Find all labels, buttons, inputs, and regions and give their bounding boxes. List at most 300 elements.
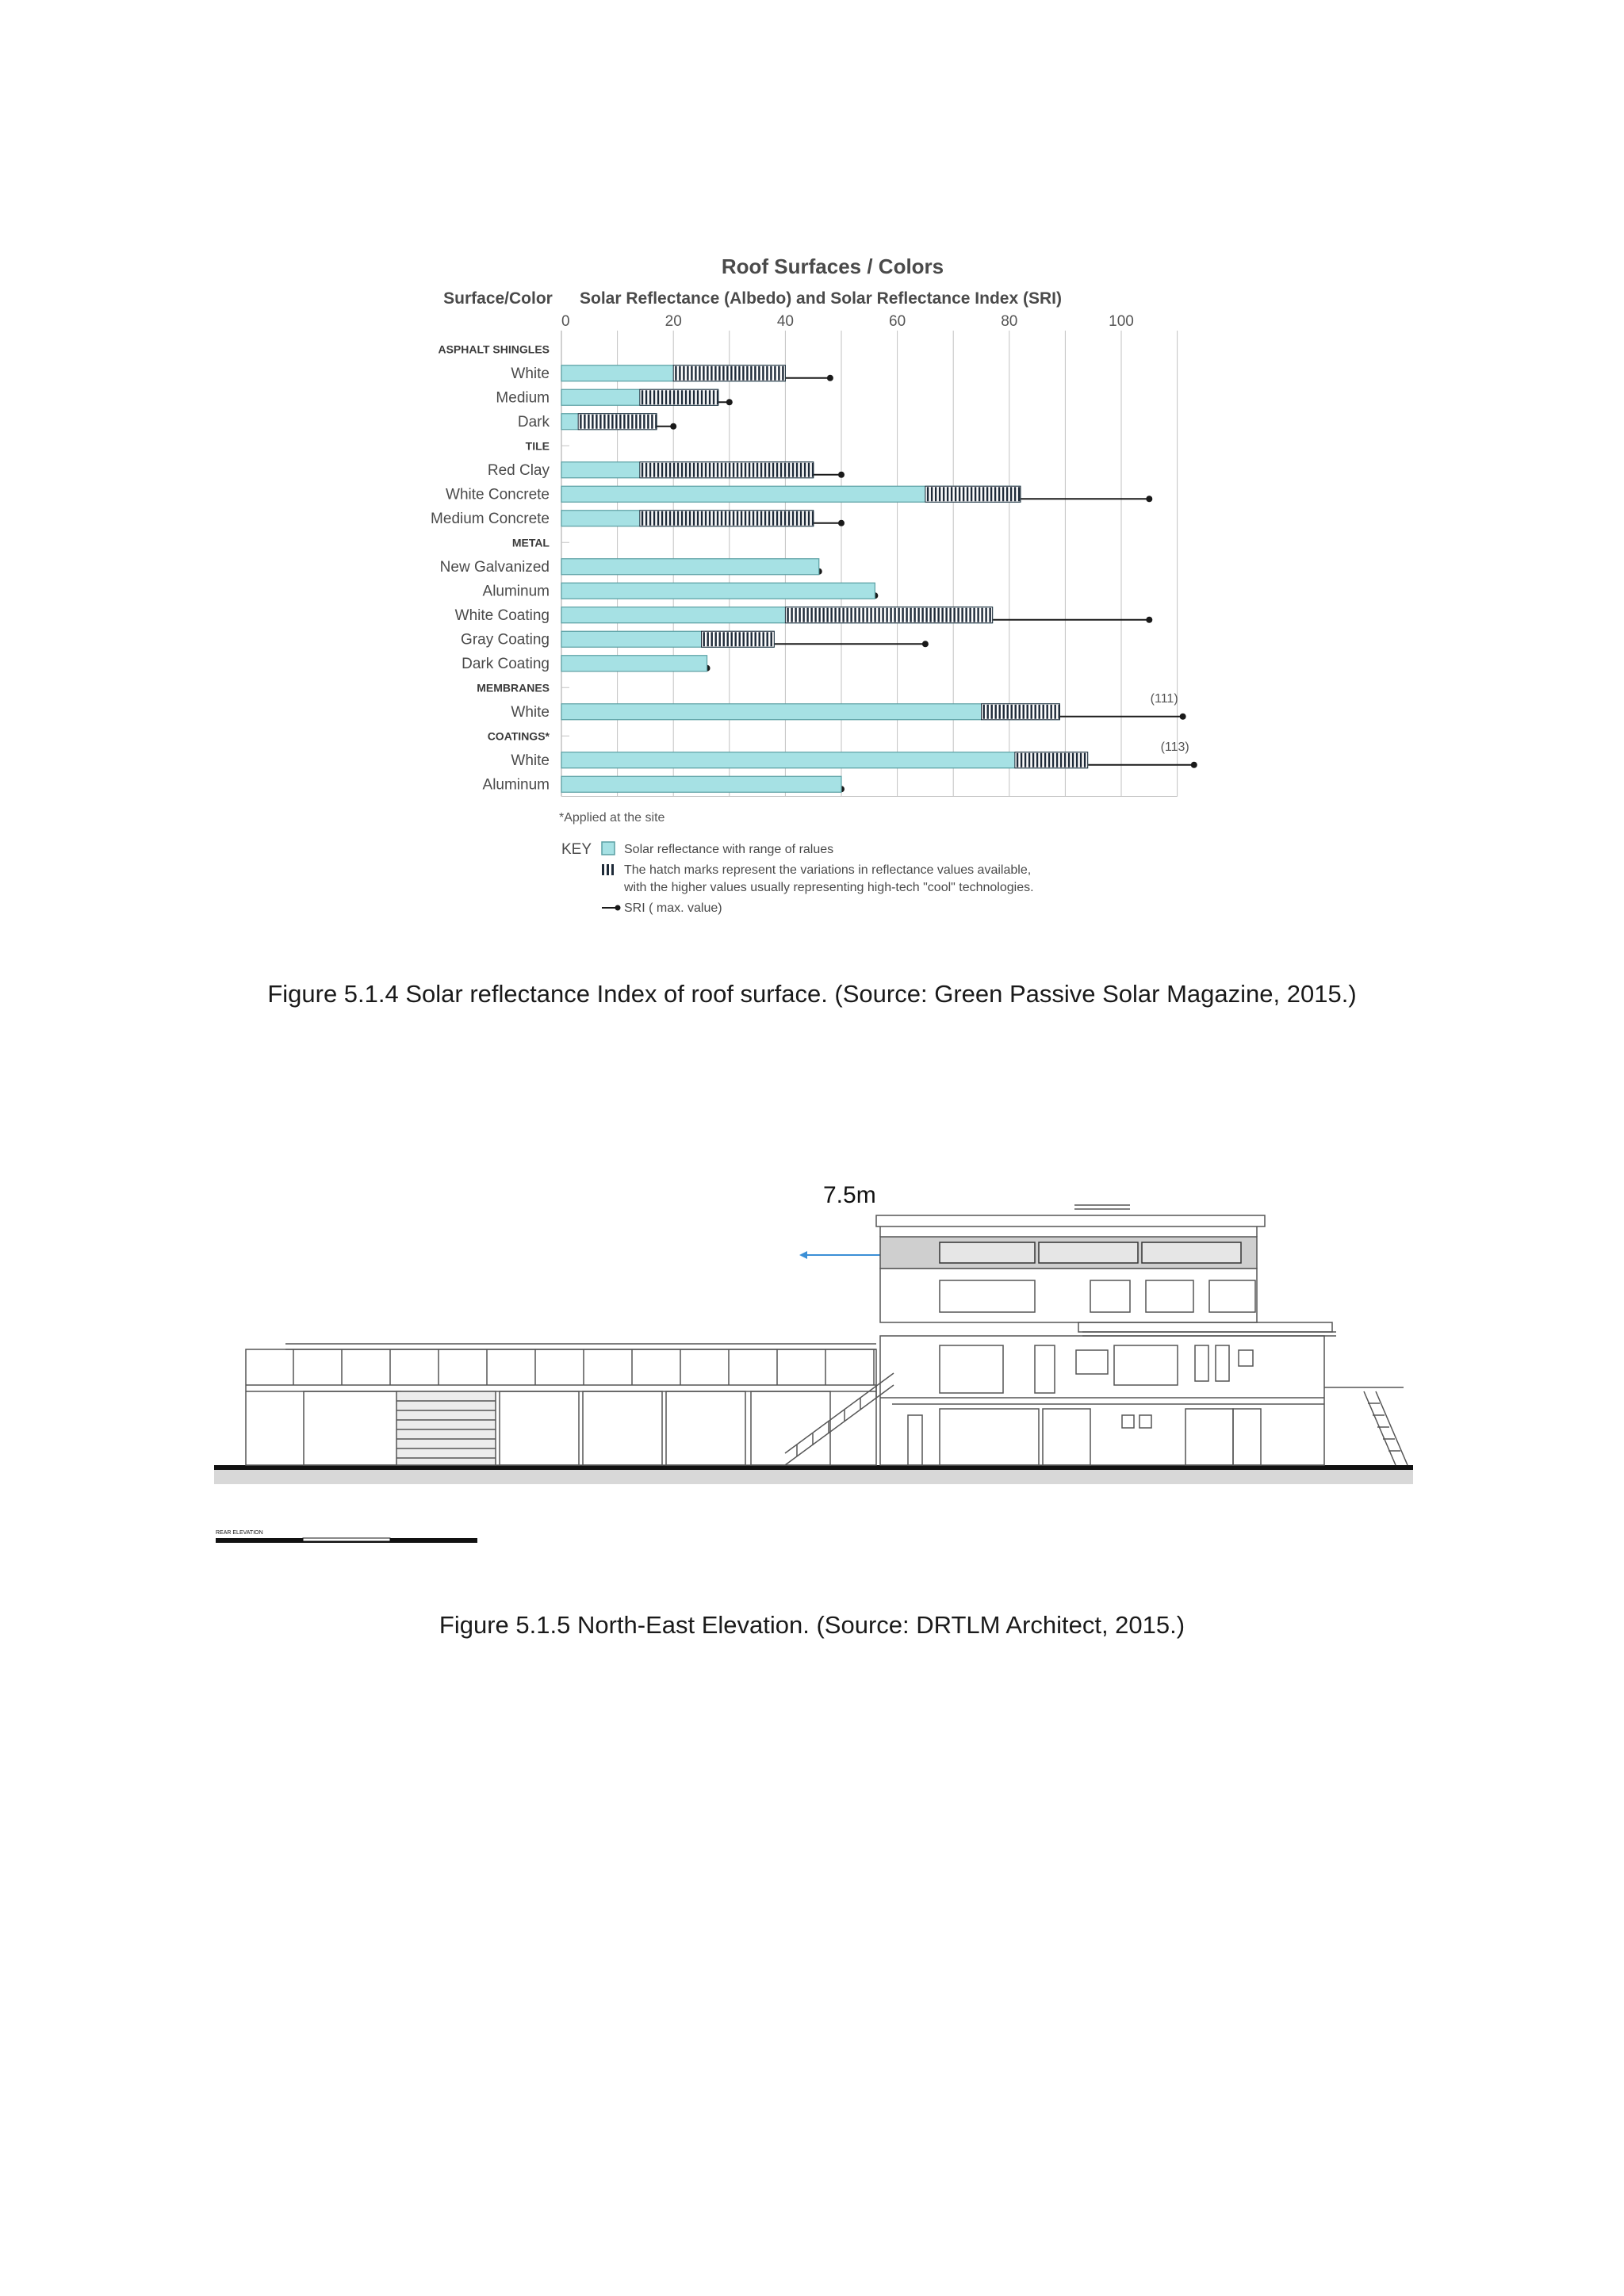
hatch-mark	[655, 415, 657, 429]
hatch-mark	[1076, 753, 1078, 767]
hatch-mark	[870, 608, 871, 622]
hatch-mark	[681, 463, 683, 477]
hatch-mark	[592, 415, 593, 429]
hatch-mark	[878, 608, 879, 622]
hatch-mark	[703, 632, 705, 646]
hatch-mark	[665, 511, 667, 526]
hatch-mark	[689, 390, 691, 404]
hatch-mark	[858, 608, 860, 622]
category-label: Red Clay	[487, 461, 550, 479]
hatch-mark	[955, 487, 956, 501]
hatch-mark	[705, 511, 707, 526]
hatch-mark	[699, 366, 700, 381]
hatch-mark	[1039, 705, 1040, 719]
hatch-mark	[1048, 753, 1050, 767]
hatch-mark	[645, 463, 647, 477]
hatch-mark	[727, 632, 729, 646]
reflectance-bar	[561, 559, 819, 575]
hatch-mark	[780, 511, 782, 526]
hatch-mark	[1060, 753, 1062, 767]
hatch-mark	[969, 608, 971, 622]
bar-layer	[561, 365, 1197, 793]
hatch-mark	[681, 390, 683, 404]
hatch-mark	[977, 608, 979, 622]
hatch-mark	[645, 511, 647, 526]
hatch-mark	[675, 366, 676, 381]
category-label: Aluminum	[482, 583, 550, 600]
hatch-mark	[990, 487, 992, 501]
hatch-mark	[653, 511, 655, 526]
hatch-mark	[929, 608, 931, 622]
hatch-mark	[772, 463, 774, 477]
tick-layer	[561, 313, 1134, 330]
hatch-mark	[730, 366, 732, 381]
hatch-mark	[866, 608, 868, 622]
hatch-mark	[994, 487, 996, 501]
hatch-mark	[808, 511, 810, 526]
hatch-mark	[989, 608, 990, 622]
hatch-mark	[822, 608, 824, 622]
hatch-mark	[1043, 705, 1044, 719]
hatch-mark	[718, 366, 720, 381]
hatch-mark	[925, 608, 927, 622]
hatch-mark	[756, 463, 758, 477]
hatch-mark	[665, 463, 667, 477]
hatch-mark	[615, 415, 617, 429]
hatch-mark	[753, 511, 754, 526]
tick-label: 0	[561, 313, 570, 330]
reflectance-bar	[561, 583, 875, 599]
hatch-mark	[729, 511, 730, 526]
hatch-mark	[768, 511, 770, 526]
hatch-mark	[830, 608, 832, 622]
upper-floor	[880, 1269, 1257, 1322]
key-hatch-text-1: The hatch marks represent the variations in reflectance values available,	[624, 863, 1032, 877]
hatch-mark	[741, 463, 742, 477]
key-title: KEY	[561, 841, 592, 858]
dimension-arrow	[799, 1251, 888, 1259]
hatch-mark	[607, 415, 609, 429]
category-label: White	[511, 703, 550, 721]
hatch-mark	[933, 608, 935, 622]
hatch-mark	[931, 487, 933, 501]
hatch-mark	[834, 608, 836, 622]
hatch-mark	[669, 511, 671, 526]
hatch-mark	[1018, 487, 1020, 501]
hatch-mark	[734, 366, 736, 381]
hatch-mark	[746, 366, 748, 381]
hatch-mark	[963, 487, 964, 501]
hatch-mark	[703, 366, 704, 381]
hatch-mark	[743, 632, 745, 646]
hatch-mark	[735, 632, 737, 646]
hatch-mark	[691, 366, 692, 381]
hatch-mark	[677, 390, 679, 404]
hatch-mark	[717, 463, 718, 477]
chart-svg	[428, 250, 1205, 932]
hatch-mark	[788, 511, 790, 526]
hatch-mark	[799, 608, 800, 622]
group-label: MEMBRANES	[477, 681, 550, 695]
group-label: METAL	[511, 536, 550, 549]
hatch-mark	[645, 390, 647, 404]
hatch-mark	[1032, 753, 1034, 767]
hatch-mark	[945, 608, 947, 622]
hatch-mark	[776, 511, 778, 526]
hatch-mark	[701, 463, 703, 477]
hatch-mark	[693, 511, 695, 526]
hatch-mark	[753, 463, 754, 477]
hatch-mark	[1072, 753, 1074, 767]
main-block	[880, 1322, 1336, 1465]
sri-value-label: (113)	[1160, 740, 1189, 754]
hatch-mark	[623, 415, 625, 429]
hatch-mark	[1036, 753, 1038, 767]
hatch-mark	[770, 366, 772, 381]
hatch-mark	[1019, 705, 1021, 719]
hatch-mark	[653, 463, 655, 477]
hatch-mark	[679, 366, 680, 381]
hatch-mark	[649, 511, 651, 526]
hatch-mark	[902, 608, 903, 622]
hatch-mark	[762, 366, 764, 381]
hatch-mark	[812, 463, 814, 477]
key-hatch-swatch	[602, 864, 614, 875]
hatch-mark	[941, 608, 943, 622]
hatch-mark	[749, 511, 750, 526]
category-label: New Galvanized	[439, 558, 550, 576]
hatch-mark	[713, 390, 714, 404]
hatch-mark	[766, 366, 768, 381]
hatch-mark	[764, 511, 766, 526]
hatch-mark	[921, 608, 923, 622]
hatch-mark	[776, 463, 778, 477]
hatch-mark	[792, 463, 794, 477]
hatch-mark	[760, 511, 762, 526]
hatch-mark	[796, 511, 798, 526]
tick-label: 40	[776, 313, 794, 330]
hatch-mark	[685, 390, 687, 404]
sri-marker	[1146, 496, 1152, 502]
hatch-mark	[949, 608, 951, 622]
hatch-mark	[710, 366, 712, 381]
hatch-mark	[717, 390, 718, 404]
hatch-mark	[939, 487, 940, 501]
key-hatch-text-2: with the higher values usually representing high-tech "cool" technologies.	[624, 881, 1034, 894]
hatch-mark	[1015, 705, 1017, 719]
hatch-mark	[611, 415, 613, 429]
hatch-mark	[782, 366, 783, 381]
category-label: Medium Concrete	[431, 510, 550, 527]
rear-elevation-label: REAR ELEVATION	[216, 1530, 263, 1536]
hatch-mark	[1003, 705, 1005, 719]
hatch-mark	[689, 511, 691, 526]
hatch-mark	[711, 632, 713, 646]
hatch-mark	[661, 390, 663, 404]
hatch-mark	[742, 366, 744, 381]
hatch-mark	[810, 608, 812, 622]
hatch-mark	[713, 463, 714, 477]
elevation-svg	[210, 1177, 1419, 1554]
hatch-mark	[804, 463, 806, 477]
hatch-mark	[627, 415, 629, 429]
hatch-mark	[998, 487, 1000, 501]
hatch-mark	[733, 463, 734, 477]
hatch-mark	[774, 366, 776, 381]
hatch-mark	[697, 390, 699, 404]
hatch-mark	[642, 390, 643, 404]
hatch-mark	[738, 366, 740, 381]
hatch-mark	[596, 415, 597, 429]
hatch-mark	[959, 487, 960, 501]
hatch-range	[673, 365, 785, 381]
hatch-mark	[987, 705, 989, 719]
hatch-mark	[961, 608, 963, 622]
category-label: Gray Coating	[461, 631, 550, 649]
hatch-mark	[787, 608, 788, 622]
hatch-mark	[665, 390, 667, 404]
hatch-mark	[751, 632, 753, 646]
hatch-mark	[733, 511, 734, 526]
hatch-mark	[780, 463, 782, 477]
hatch-mark	[750, 366, 752, 381]
hatch-mark	[906, 608, 907, 622]
tick-label: 80	[1001, 313, 1018, 330]
category-label: Aluminum	[482, 776, 550, 794]
key-sri-text: SRI ( max. value)	[624, 901, 722, 915]
hatch-mark	[758, 366, 760, 381]
hatch-mark	[914, 608, 915, 622]
hatch-mark	[971, 487, 972, 501]
hatch-mark	[693, 463, 695, 477]
hatch-mark	[713, 511, 714, 526]
hatch-mark	[619, 415, 621, 429]
hatch-mark	[795, 608, 796, 622]
hatch-mark	[584, 415, 585, 429]
low-wing	[246, 1344, 876, 1465]
hatch-mark	[697, 463, 699, 477]
sri-marker	[1146, 617, 1152, 623]
hatch-mark	[983, 705, 985, 719]
hatch-mark	[701, 390, 703, 404]
hatch-mark	[721, 463, 722, 477]
hatch-mark	[685, 511, 687, 526]
hatch-mark	[745, 463, 746, 477]
hatch-mark	[791, 608, 792, 622]
hatch-mark	[1023, 705, 1025, 719]
hatch-mark	[951, 487, 952, 501]
chart-subtitle: Solar Reflectance (Albedo) and Solar Reflectance Index (SRI)	[580, 289, 1062, 308]
hatch-mark	[1021, 753, 1022, 767]
hatch-mark	[729, 463, 730, 477]
hatch-mark	[643, 415, 645, 429]
right-stair	[1324, 1387, 1408, 1465]
group-label: TILE	[525, 439, 550, 453]
hatch-mark	[898, 608, 899, 622]
north-east-elevation-drawing	[210, 1177, 1419, 1554]
hatch-mark	[882, 608, 883, 622]
tick-label: 20	[665, 313, 682, 330]
roof-surfaces-chart	[428, 250, 1205, 932]
hatch-mark	[725, 463, 726, 477]
tick-label: 60	[889, 313, 906, 330]
hatch-mark	[957, 608, 959, 622]
hatch-mark	[1044, 753, 1046, 767]
sri-marker	[838, 472, 845, 478]
surface-color-header: Surface/Color	[443, 289, 553, 308]
reflectance-bar	[561, 656, 707, 672]
hatch-mark	[657, 390, 659, 404]
sri-marker	[670, 423, 676, 430]
hatch-mark	[768, 463, 770, 477]
category-label: White Coating	[454, 607, 550, 624]
hatch-mark	[999, 705, 1001, 719]
hatch-mark	[685, 463, 687, 477]
key-solar-swatch	[602, 842, 615, 855]
hatch-mark	[935, 487, 936, 501]
hatch-mark	[886, 608, 887, 622]
hatch-mark	[749, 463, 750, 477]
hatch-mark	[701, 511, 703, 526]
hatch-mark	[800, 463, 802, 477]
hatch-mark	[818, 608, 820, 622]
hatch-mark	[981, 608, 982, 622]
hatch-mark	[1055, 705, 1056, 719]
ground-line	[214, 1465, 1413, 1484]
sri-marker	[838, 520, 845, 526]
hatch-mark	[717, 511, 718, 526]
hatch-mark	[1051, 705, 1052, 719]
hatch-mark	[804, 511, 806, 526]
hatch-mark	[890, 608, 891, 622]
hatch-mark	[709, 390, 710, 404]
hatch-mark	[721, 511, 722, 526]
hatch-mark	[808, 463, 810, 477]
hatch-mark	[1059, 705, 1060, 719]
hatch-mark	[709, 463, 710, 477]
hatch-mark	[1047, 705, 1048, 719]
hatch-mark	[705, 463, 707, 477]
hatch-mark	[967, 487, 968, 501]
hatch-mark	[657, 463, 659, 477]
hatch-mark	[973, 608, 975, 622]
hatch-mark	[759, 632, 760, 646]
hatch-mark	[677, 511, 679, 526]
hatch-mark	[756, 511, 758, 526]
hatch-mark	[778, 366, 779, 381]
hatch-mark	[854, 608, 856, 622]
hatch-mark	[707, 632, 709, 646]
hatch-mark	[1080, 753, 1082, 767]
hatch-mark	[661, 511, 663, 526]
hatch-mark	[649, 463, 651, 477]
reflectance-bar	[561, 752, 1088, 768]
hatch-mark	[806, 608, 808, 622]
figure-5-1-5-caption: Figure 5.1.5 North-East Elevation. (Source: DRTLM Architect, 2015.)	[439, 1611, 1185, 1639]
hatch-mark	[1027, 705, 1028, 719]
hatch-mark	[862, 608, 864, 622]
hatch-mark	[792, 511, 794, 526]
hatch-mark	[651, 415, 653, 429]
sri-marker	[1180, 714, 1186, 720]
hatch-mark	[697, 511, 699, 526]
external-staircase	[785, 1373, 894, 1465]
hatch-mark	[739, 632, 741, 646]
hatch-mark	[846, 608, 848, 622]
category-label: Dark Coating	[462, 655, 550, 672]
hatch-mark	[814, 608, 816, 622]
hatch-mark	[796, 463, 798, 477]
hatch-mark	[635, 415, 637, 429]
hatch-mark	[695, 366, 696, 381]
hatch-mark	[784, 511, 786, 526]
category-label: White	[511, 752, 550, 769]
hatch-mark	[603, 415, 605, 429]
hatch-mark	[719, 632, 721, 646]
hatch-mark	[995, 705, 997, 719]
category-label: White Concrete	[446, 486, 550, 503]
hatch-mark	[767, 632, 768, 646]
hatch-mark	[894, 608, 895, 622]
group-label: ASPHALT SHINGLES	[438, 342, 550, 356]
hatch-mark	[850, 608, 852, 622]
hatch-mark	[784, 463, 786, 477]
hatch-mark	[1017, 753, 1018, 767]
hatch-mark	[1035, 705, 1036, 719]
hatch-mark	[737, 511, 738, 526]
hatch-mark	[745, 511, 746, 526]
hatch-mark	[714, 366, 716, 381]
hatch-mark	[917, 608, 919, 622]
hatch-mark	[642, 463, 643, 477]
hatch-mark	[599, 415, 601, 429]
hatch-mark	[731, 632, 733, 646]
hatch-mark	[965, 608, 967, 622]
hatch-mark	[1068, 753, 1070, 767]
reflectance-bar	[561, 776, 841, 792]
hatch-mark	[760, 463, 762, 477]
hatch-mark	[673, 463, 675, 477]
hatch-mark	[677, 463, 679, 477]
hatch-mark	[747, 632, 749, 646]
hatch-mark	[580, 415, 581, 429]
hatch-mark	[657, 511, 659, 526]
chart-key	[561, 841, 1034, 915]
hatch-mark	[1025, 753, 1026, 767]
hatch-mark	[1031, 705, 1032, 719]
hatch-mark	[937, 608, 939, 622]
hatch-mark	[715, 632, 717, 646]
hatch-mark	[991, 705, 993, 719]
hatch-mark	[947, 487, 948, 501]
hatch-mark	[754, 366, 756, 381]
hatch-mark	[1064, 753, 1066, 767]
sri-marker	[726, 399, 733, 405]
hatch-mark	[647, 415, 649, 429]
hatch-mark	[943, 487, 944, 501]
hatch-mark	[1010, 487, 1012, 501]
hatch-mark	[975, 487, 976, 501]
hatch-mark	[812, 511, 814, 526]
sri-marker	[827, 375, 833, 381]
chart-title: Roof Surfaces / Colors	[721, 254, 944, 278]
hatch-mark	[669, 463, 671, 477]
roof-line	[876, 1205, 1265, 1237]
hatch-mark	[826, 608, 828, 622]
hatch-mark	[802, 608, 804, 622]
hatch-mark	[639, 415, 641, 429]
hatch-mark	[1056, 753, 1058, 767]
